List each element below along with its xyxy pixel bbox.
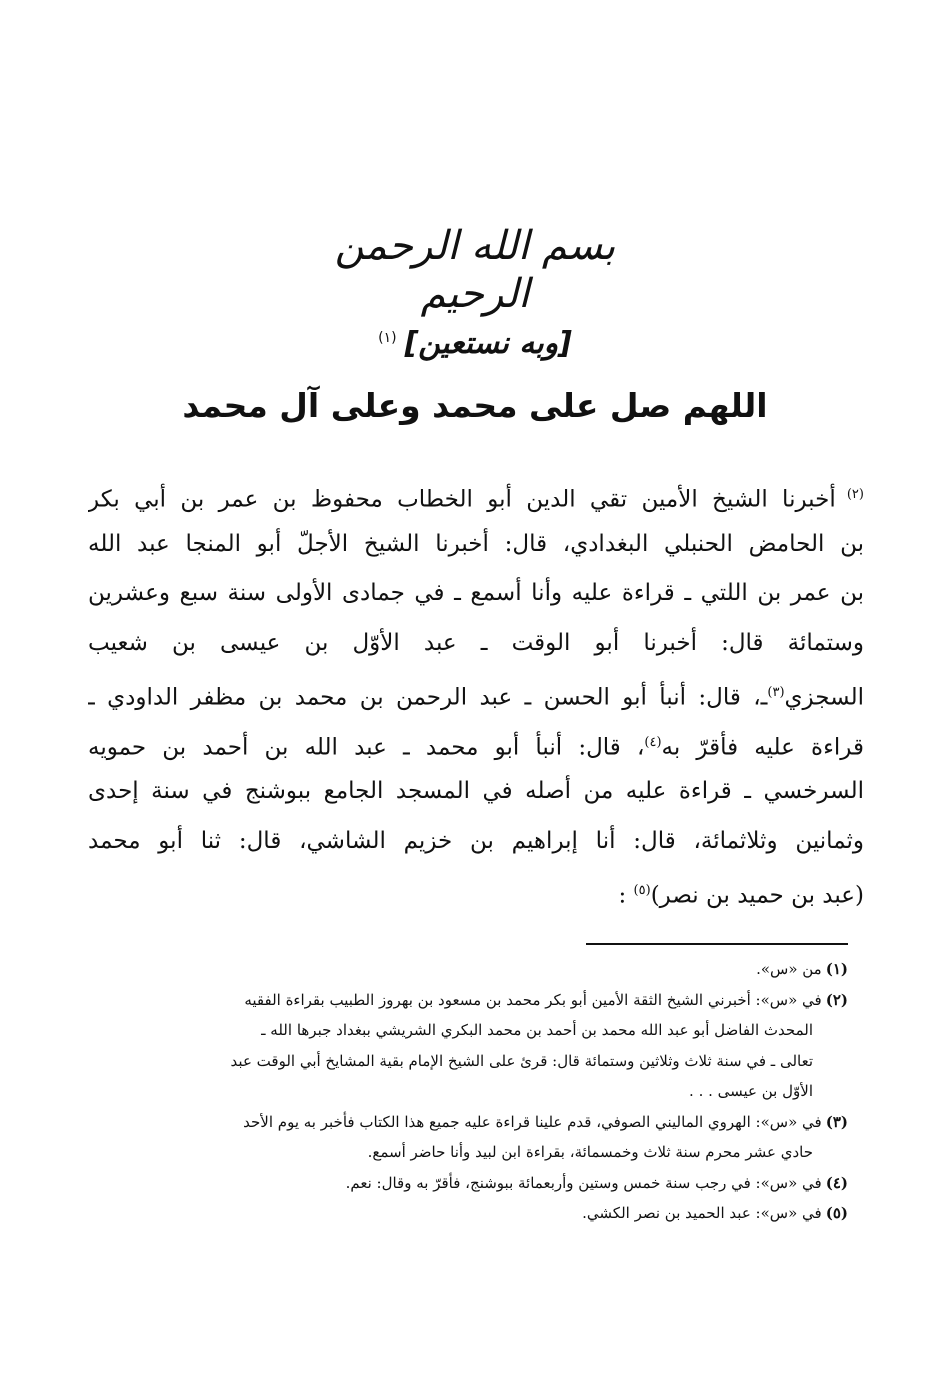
footnote-3 bbox=[115, 1107, 848, 1138]
footnote-number: (٥) bbox=[825, 1204, 848, 1222]
text-line bbox=[88, 718, 864, 768]
footnote-ref: (٣) bbox=[767, 685, 785, 700]
text-line bbox=[88, 520, 864, 570]
line-text: وثمانين وثلاثمائة، قال: أنا إبراهيم بن خزيم الشاشي، قال: ثنا أبو محمد bbox=[88, 827, 864, 854]
footnote-text: في «س»: في رجب سنة خمس وستين وأربعمائة ببوشنج، فأقرّ به وقال: نعم. bbox=[345, 1173, 822, 1192]
footnote-ref: (٤) bbox=[644, 734, 662, 750]
text-line bbox=[88, 569, 864, 619]
basmala-calligraphy: بسم الله الرحمن الرحيم bbox=[334, 223, 616, 317]
page-title: اللهم صل على محمد وعلى آل محمد bbox=[182, 386, 768, 425]
footnote-text: في «س»: الهروي الماليني الصوفي، قدم علينا قراءة عليه جميع هذا الكتاب فأخبر به يوم الأحد bbox=[243, 1112, 822, 1131]
footnote-4 bbox=[115, 1168, 848, 1199]
text-line bbox=[88, 817, 864, 867]
footnote-text: حادي عشر محرم سنة ثلاث وخمسمائة، بقراءة ابن لبيد وأنا حاضر أسمع. bbox=[367, 1143, 813, 1161]
line-text: ، قال: أنبأ أبو محمد ـ عبد الله بن أحمد بن حمويه bbox=[88, 734, 645, 761]
footnote-ref: (٢) bbox=[835, 487, 864, 502]
line-text: وستمائة قال: أخبرنا أبو الوقت ـ عبد الأوّل بن عيسى بن شعيب bbox=[88, 629, 864, 656]
footnotes bbox=[115, 954, 848, 1229]
footnote-number: (٤) bbox=[825, 1173, 848, 1192]
footnote-text: في «س»: عبد الحميد بن نصر الكشي. bbox=[582, 1204, 822, 1222]
text-line bbox=[88, 668, 864, 718]
subtitle bbox=[300, 326, 650, 361]
line-text: قراءة عليه فأقرّ به bbox=[661, 734, 864, 761]
footnote-text: تعالى ـ في سنة ثلاث وثلاثين وستمائة قال: قرئ على الشيخ الإمام بقية المشايخ أبي الوقت عبد bbox=[230, 1051, 813, 1070]
line-text: (عبد بن حميد بن نصر) bbox=[650, 882, 864, 909]
footnote-number: (٣) bbox=[825, 1112, 848, 1131]
footnote-2-cont bbox=[115, 1046, 848, 1077]
text-line bbox=[88, 619, 864, 669]
text-line bbox=[88, 470, 864, 520]
footnote-ref: (٥) bbox=[633, 883, 651, 898]
footnote-text: في «س»: أخبرني الشيخ الثقة الأمين أبو بكر محمد بن مسعود بن بهروز الطبيب بقراءة الفقيه bbox=[244, 990, 822, 1009]
line-text: بن الحامض الحنبلي البغدادي، قال: أخبرنا الشيخ الأجلّ أبو المنجا عبد الله bbox=[88, 530, 864, 557]
footnote-2-cont bbox=[115, 1076, 848, 1107]
footnote-1 bbox=[115, 954, 848, 985]
footnote-3-cont bbox=[115, 1137, 848, 1168]
footnote-number: (٢) bbox=[825, 990, 848, 1009]
line-text: بن عمر بن اللتي ـ قراءة عليه وأنا أسمع ـ في جمادى الأولى سنة سبع وعشرين bbox=[88, 580, 864, 606]
footnote-text: من «س». bbox=[756, 960, 822, 978]
footnote-divider bbox=[586, 943, 848, 945]
text-line bbox=[88, 767, 864, 817]
subtitle-text: [وبه نستعين] bbox=[404, 326, 572, 361]
footnote-number: (١) bbox=[825, 960, 848, 978]
line-text: : bbox=[618, 882, 634, 909]
line-text: السرخسي ـ قراءة عليه من أصله في المسجد الجامع ببوشنج في سنة إحدى bbox=[88, 778, 864, 804]
line-text: ـ، قال: أنبأ أبو الحسن ـ عبد الرحمن بن محمد بن مظفر الداودي ـ bbox=[88, 684, 768, 711]
text-line bbox=[88, 866, 864, 916]
line-text: السجزي bbox=[784, 684, 864, 711]
footnote-2-cont bbox=[115, 1015, 848, 1046]
footnote-text: الأوّل بن عيسى . . . bbox=[689, 1082, 813, 1100]
footnote-text: المحدث الفاضل أبو عبد الله محمد بن أحمد بن محمد البكري الشريشي ببغداد جبرها الله ـ bbox=[261, 1021, 813, 1039]
footnote-5 bbox=[115, 1198, 848, 1229]
main-text bbox=[88, 470, 864, 916]
subtitle-footnote-ref: (١) bbox=[378, 330, 397, 346]
line-text: أخبرنا الشيخ الأمين تقي الدين أبو الخطاب محفوظ بن عمر بن أبي بكر bbox=[88, 486, 836, 513]
footnote-2 bbox=[115, 985, 848, 1016]
